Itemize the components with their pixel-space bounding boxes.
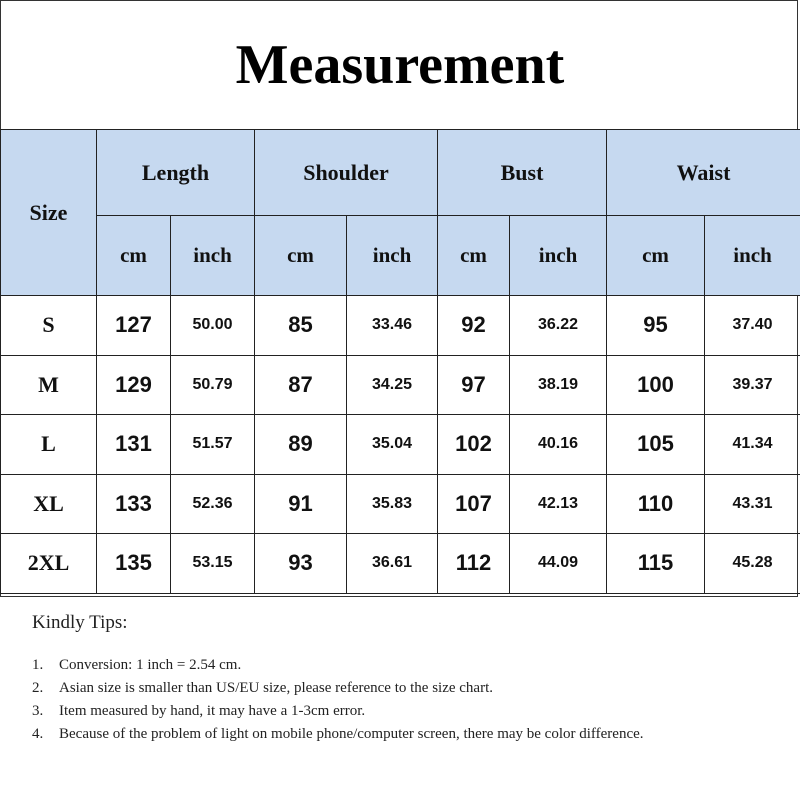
bust-cm-cell: 107: [438, 474, 510, 534]
bust-inch-cell: 36.22: [510, 296, 607, 356]
waist-cm-cell: 105: [607, 415, 705, 475]
shoulder-inch-cell: 33.46: [347, 296, 438, 356]
unit-cm: cm: [97, 216, 171, 296]
waist-cm-cell: 115: [607, 534, 705, 594]
tip-number: 2.: [32, 680, 44, 696]
tip-item: [32, 677, 772, 700]
header-waist: Waist: [607, 130, 800, 216]
table-row: [1, 415, 800, 475]
bust-inch-cell: 38.19: [510, 355, 607, 415]
table-row: [1, 296, 800, 356]
shoulder-inch-cell: 35.04: [347, 415, 438, 475]
header-row: [1, 130, 800, 216]
waist-cm-cell: 100: [607, 355, 705, 415]
length-cm-cell: 131: [97, 415, 171, 475]
unit-cm: cm: [607, 216, 705, 296]
shoulder-cm-cell: 89: [255, 415, 347, 475]
tip-text: Item measured by hand, it may have a 1-3cm error.: [59, 703, 366, 719]
shoulder-inch-cell: 34.25: [347, 355, 438, 415]
length-inch-cell: 53.15: [171, 534, 255, 594]
waist-inch-cell: 45.28: [705, 534, 800, 594]
length-cm-cell: 129: [97, 355, 171, 415]
shoulder-cm-cell: 87: [255, 355, 347, 415]
tips-title: Kindly Tips:: [32, 612, 128, 633]
waist-cm-cell: 110: [607, 474, 705, 534]
tip-number: 4.: [32, 726, 44, 742]
header-shoulder: Shoulder: [255, 130, 438, 216]
unit-cm: cm: [438, 216, 510, 296]
shoulder-cm-cell: 93: [255, 534, 347, 594]
bust-inch-cell: 40.16: [510, 415, 607, 475]
shoulder-cm-cell: 85: [255, 296, 347, 356]
tip-text: Because of the problem of light on mobile phone/computer screen, there may be color difference.: [59, 726, 644, 742]
unit-inch: inch: [171, 216, 255, 296]
bust-inch-cell: 42.13: [510, 474, 607, 534]
tip-item: [32, 723, 772, 746]
header-bust: Bust: [438, 130, 607, 216]
table-row: [1, 474, 800, 534]
tip-item: [32, 700, 772, 723]
table-row: [1, 355, 800, 415]
bust-cm-cell: 112: [438, 534, 510, 594]
unit-inch: inch: [510, 216, 607, 296]
tips-list: [32, 654, 772, 746]
length-cm-cell: 135: [97, 534, 171, 594]
tip-text: Conversion: 1 inch = 2.54 cm.: [59, 657, 242, 673]
shoulder-inch-cell: 36.61: [347, 534, 438, 594]
size-cell: XL: [1, 474, 97, 534]
unit-inch: inch: [705, 216, 800, 296]
bust-inch-cell: 44.09: [510, 534, 607, 594]
size-table: [0, 129, 800, 594]
header-length: Length: [97, 130, 255, 216]
length-inch-cell: 51.57: [171, 415, 255, 475]
tips-section: [32, 612, 772, 746]
unit-cm: cm: [255, 216, 347, 296]
tip-text: Asian size is smaller than US/EU size, please reference to the size chart.: [59, 680, 493, 696]
tip-item: [32, 654, 772, 677]
waist-inch-cell: 43.31: [705, 474, 800, 534]
size-cell: 2XL: [1, 534, 97, 594]
shoulder-inch-cell: 35.83: [347, 474, 438, 534]
bust-cm-cell: 92: [438, 296, 510, 356]
tip-number: 3.: [32, 703, 44, 719]
size-cell: L: [1, 415, 97, 475]
tip-number: 1.: [32, 657, 44, 673]
length-inch-cell: 50.00: [171, 296, 255, 356]
size-cell: M: [1, 355, 97, 415]
header-size: Size: [1, 130, 97, 296]
waist-inch-cell: 41.34: [705, 415, 800, 475]
length-cm-cell: 127: [97, 296, 171, 356]
unit-row: [1, 216, 800, 296]
table-row: [1, 534, 800, 594]
page-title: Measurement: [235, 34, 565, 96]
length-inch-cell: 50.79: [171, 355, 255, 415]
unit-inch: inch: [347, 216, 438, 296]
waist-cm-cell: 95: [607, 296, 705, 356]
waist-inch-cell: 37.40: [705, 296, 800, 356]
size-cell: S: [1, 296, 97, 356]
shoulder-cm-cell: 91: [255, 474, 347, 534]
length-cm-cell: 133: [97, 474, 171, 534]
bust-cm-cell: 102: [438, 415, 510, 475]
bust-cm-cell: 97: [438, 355, 510, 415]
waist-inch-cell: 39.37: [705, 355, 800, 415]
length-inch-cell: 52.36: [171, 474, 255, 534]
